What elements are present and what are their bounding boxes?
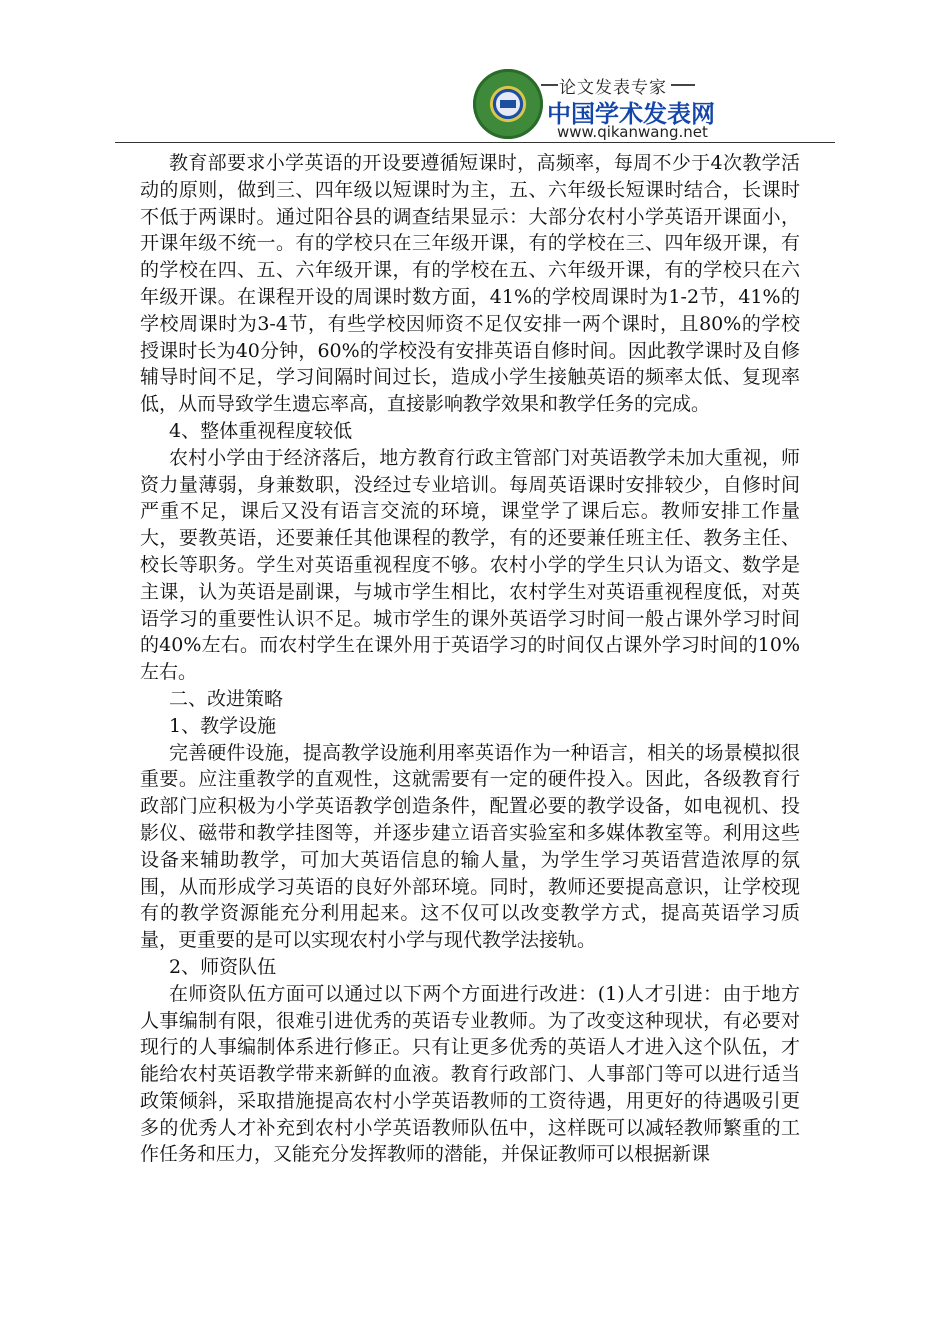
header-banner xyxy=(471,67,715,143)
site-logo-emblem xyxy=(473,69,543,139)
slogan: 论文发表专家 xyxy=(559,78,667,98)
site-name: 中国学术发表网 xyxy=(547,100,715,128)
slogan-divider-right xyxy=(671,84,695,86)
paragraph-attention: 农村小学由于经济落后，地方教育行政主管部门对英语教学未加大重视，师资力量薄弱，身兼数职，没经过专业培训。每周英语课时安排较少，自修时间严重不足，课后又没有语言交流的环境，课堂学了课后忘。教师安排工作量大，要教英语，还要兼任其他课程的教学，有的还要兼任班主任、教务主任、校长等职务。学生对英语重视程度不够。农村小学的学生只认为语文、数学是主课，认为英语是副课，与城市学生相比，农村学生对英语重视程度低，对英语学习的重要性认识不足。城市学生的课外英语学习时间一般占课外学习时间的40%左右。而农村学生在课外用于英语学习的时间仅占课外学习时间的10%左右。 xyxy=(140,446,800,684)
heading-overall-attention: 4、整体重视程度较低 xyxy=(169,419,353,442)
document-body xyxy=(140,150,800,1168)
slogan-divider-left xyxy=(541,84,558,86)
site-url: www.qikanwang.net xyxy=(557,123,708,141)
header-rule xyxy=(115,142,835,143)
paragraph-facilities: 完善硬件设施，提高教学设施利用率英语作为一种语言，相关的场景模拟很重要。应注重教学的直观性，这就需要有一定的硬件投入。因此，各级教育行政部门应积极为小学英语教学创造条件，配置必要的教学设备，如电视机、投影仪、磁带和教学挂图等，并逐步建立语音实验室和多媒体教室等。利用这些设备来辅助教学，可加大英语信息的输人量，为学生学习英语营造浓厚的氛围，从而形成学习英语的良好外部环境。同时，教师还要提高意识，让学校现有的教学资源能充分利用起来。这不仅可以改变教学方式，提高英语学习质量，更重要的是可以实现农村小学与现代教学法接轨。 xyxy=(140,741,800,952)
heading-teaching-facilities: 1、教学设施 xyxy=(169,714,277,737)
heading-teaching-staff: 2、师资队伍 xyxy=(169,955,277,978)
heading-improvement-strategies: 二、改进策略 xyxy=(169,687,284,710)
paragraph-class-hours: 教育部要求小学英语的开设要遵循短课时，高频率，每周不少于4次教学活动的原则，做到三、四年级以短课时为主，五、六年级长短课时结合，长课时不低于两课时。通过阳谷县的调查结果显示：大部分农村小学英语开课面小，开课年级不统一。有的学校只在三年级开课，有的学校在三、四年级开课，有的学校在四、五、六年级开课，有的学校在五、六年级开课，有的学校只在六年级开课。在课程开设的周课时数方面，41%的学校周课时为1-2节，41%的学校周课时为3-4节，有些学校因师资不足仅安排一两个课时，且80%的学校授课时长为40分钟，60%的学校没有安排英语自修时间。因此教学课时及自修辅导时间不足，学习间隔时间过长，造成小学生接触英语的频率太低、复现率低，从而导致学生遗忘率高，直接影响教学效果和教学任务的完成。 xyxy=(140,152,800,416)
paragraph-staff: 在师资队伍方面可以通过以下两个方面进行改进：(1)人才引进：由于地方人事编制有限，很难引进优秀的英语专业教师。为了改变这种现状，有必要对现行的人事编制体系进行修正。只有让更多优秀的英语人才进入这个队伍，才能给农村英语教学带来新鲜的血液。教育行政部门、人事部门等可以进行适当政策倾斜，采取措施提高农村小学英语教师的工资待遇，用更好的待遇吸引更多的优秀人才补充到农村小学英语教师队伍中，这样既可以减轻教师繁重的工作任务和压力，又能充分发挥教师的潜能，并保证教师可以根据新课 xyxy=(140,982,800,1166)
